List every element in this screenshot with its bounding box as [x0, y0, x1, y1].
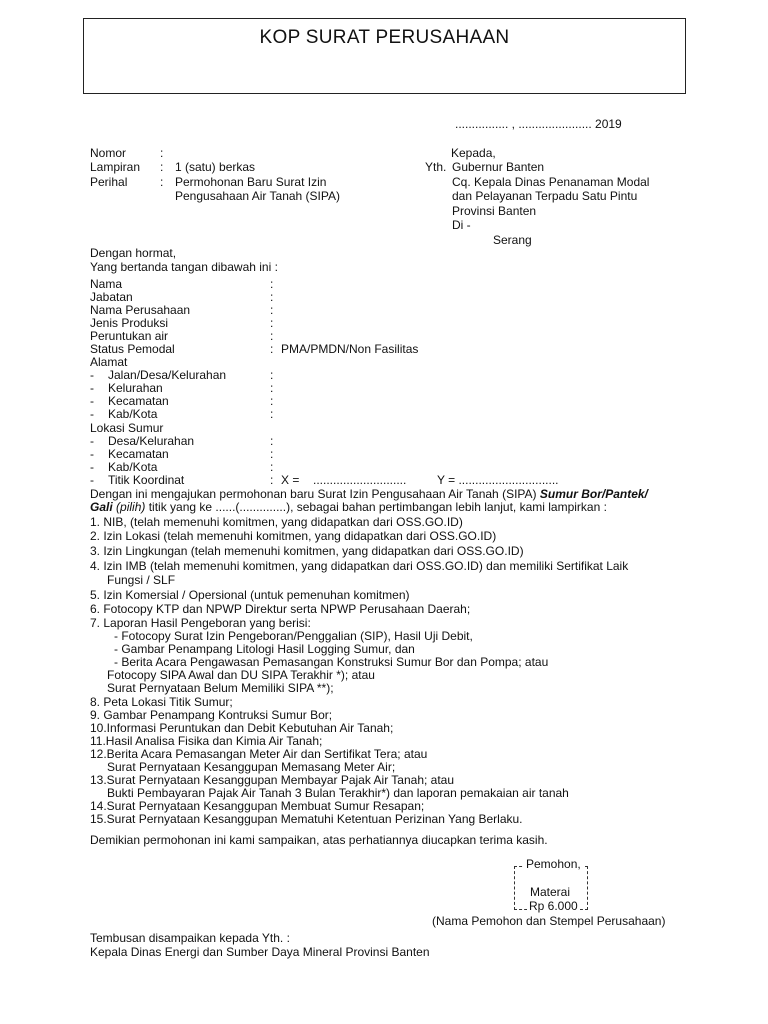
perihal-label: Perihal — [90, 175, 128, 189]
request-line-2-option: Gali — [90, 500, 113, 514]
field-colon: : — [270, 447, 274, 461]
attachment-subitem: - Gambar Penampang Litologi Hasil Logging Sumur, dan — [114, 642, 415, 656]
field-jabatan: Jabatan — [90, 290, 133, 304]
recipient-kepada: Kepada, — [451, 146, 496, 160]
recipient-line-2: Cq. Kepala Dinas Penanaman Modal — [452, 175, 650, 189]
field-kecamatan: Kecamatan — [108, 394, 169, 408]
field-peruntukan-air: Peruntukan air — [90, 329, 169, 343]
greeting: Dengan hormat, — [90, 246, 177, 260]
cc-line-1: Kepala Dinas Energi dan Sumber Daya Mineral Provinsi Banten — [90, 945, 430, 959]
attachment-item: 14.Surat Pernyataan Kesanggupan Membuat Sumur Resapan; — [90, 799, 425, 813]
field-lokasi-sumur: Lokasi Sumur — [90, 421, 164, 435]
bullet-dash: - — [90, 447, 94, 461]
bullet-dash: - — [90, 368, 94, 382]
bullet-dash: - — [90, 407, 94, 421]
perihal-colon: : — [160, 175, 164, 189]
field-colon: : — [270, 342, 274, 356]
attachment-item: 10.Informasi Peruntukan dan Debit Kebutuhan Air Tanah; — [90, 721, 394, 735]
field-status-pemodal-value: PMA/PMDN/Non Fasilitas — [281, 342, 419, 356]
date-line: ................ , ...................... 2019 — [455, 117, 622, 131]
field-colon: : — [270, 277, 274, 291]
attachment-item-continuation: Fungsi / SLF — [107, 573, 176, 587]
bullet-dash: - — [90, 473, 94, 487]
field-colon: : — [270, 381, 274, 395]
materai-nominal: Rp 6.000 — [529, 899, 578, 913]
recipient-yth: Yth. — [425, 160, 447, 174]
attachment-item: 9. Gambar Penampang Kontruksi Sumur Bor; — [90, 708, 333, 722]
attachment-item: 15.Surat Pernyataan Kesanggupan Mematuhi Ketentuan Perizinan Yang Berlaku. — [90, 812, 523, 826]
bullet-dash: - — [90, 394, 94, 408]
field-colon: : — [270, 407, 274, 421]
coord-x-value: ............................ — [313, 473, 407, 487]
attachment-subitem: - Fotocopy Surat Izin Pengeboran/Penggalian (SIP), Hasil Uji Debit, — [114, 629, 473, 643]
perihal-value-2: Pengusahaan Air Tanah (SIPA) — [175, 189, 340, 203]
signature-caption: (Nama Pemohon dan Stempel Perusahaan) — [432, 914, 666, 928]
field-colon: : — [270, 316, 274, 330]
attachment-item: 1. NIB, (telah memenuhi komitmen, yang didapatkan dari OSS.GO.ID) — [90, 515, 463, 529]
field-alamat: Alamat — [90, 355, 128, 369]
field-jalan: Jalan/Desa/Kelurahan — [108, 368, 227, 382]
attachment-item-continuation: Surat Pernyataan Belum Memiliki SIPA **); — [107, 681, 334, 695]
closing-text: Demikian permohonan ini kami sampaikan, atas perhatiannya diucapkan terima kasih. — [90, 833, 548, 847]
request-line-1-text: Dengan ini mengajukan permohonan baru Surat Izin Pengusahaan Air Tanah (SIPA) — [90, 487, 537, 501]
coord-y: Y = .............................. — [437, 473, 559, 487]
attachment-item: 6. Fotocopy KTP dan NPWP Direktur serta NPWP Perusahaan Daerah; — [90, 602, 471, 616]
bullet-dash: - — [90, 460, 94, 474]
lampiran-label: Lampiran — [90, 160, 141, 174]
attachment-item: 8. Peta Lokasi Titik Sumur; — [90, 695, 233, 709]
recipient-line-6: Serang — [493, 233, 532, 247]
recipient-line-5: Di - — [452, 218, 471, 232]
bullet-dash: - — [90, 381, 94, 395]
perihal-value-1: Permohonan Baru Surat Izin — [175, 175, 327, 189]
coord-x-label: X = — [281, 473, 300, 487]
attachment-item-continuation: Fotocopy SIPA Awal dan DU SIPA Terakhir *); atau — [107, 668, 375, 682]
attachment-item: 7. Laporan Hasil Pengeboran yang berisi: — [90, 616, 311, 630]
field-kelurahan: Kelurahan — [108, 381, 163, 395]
field-colon: : — [270, 460, 274, 474]
signature-pemohon: Pemohon, — [526, 857, 581, 871]
field-titik-koordinat: Titik Koordinat — [108, 473, 185, 487]
field-desa-kelurahan: Desa/Kelurahan — [108, 434, 195, 448]
request-line-1-options: Sumur Bor/Pantek/ — [539, 487, 648, 501]
field-colon: : — [270, 368, 274, 382]
field-kecamatan-2: Kecamatan — [108, 447, 169, 461]
request-line-2-note: (pilih) — [116, 500, 146, 514]
field-nama-perusahaan: Nama Perusahaan — [90, 303, 191, 317]
nomor-label: Nomor — [90, 146, 127, 160]
field-colon: : — [270, 473, 274, 487]
request-line-2 — [90, 501, 607, 514]
request-line-2-text: titik yang ke ......(..............), sebagai bahan pertimbangan lebih lanjut, kami lampirkan : — [148, 500, 607, 514]
nomor-colon: : — [160, 146, 164, 160]
attachment-item: 2. Izin Lokasi (telah memenuhi komitmen, yang didapatkan dari OSS.GO.ID) — [90, 529, 497, 543]
field-colon: : — [270, 329, 274, 343]
field-kab-kota-2: Kab/Kota — [108, 460, 158, 474]
lampiran-value: 1 (satu) berkas — [175, 160, 256, 174]
field-kab-kota: Kab/Kota — [108, 407, 158, 421]
field-jenis-produksi: Jenis Produksi — [90, 316, 169, 330]
materai-label: Materai — [530, 885, 571, 899]
recipient-line-4: Provinsi Banten — [452, 204, 537, 218]
attachment-item-continuation: Surat Pernyataan Kesanggupan Memasang Meter Air; — [107, 760, 396, 774]
field-nama: Nama — [90, 277, 123, 291]
field-colon: : — [270, 434, 274, 448]
field-colon: : — [270, 290, 274, 304]
recipient-line-1: Gubernur Banten — [452, 160, 545, 174]
attachment-item: 4. Izin IMB (telah memenuhi komitmen, yang didapatkan dari OSS.GO.ID) dan memiliki Sertifikat Laik — [90, 559, 629, 573]
lampiran-colon: : — [160, 160, 164, 174]
attachment-item: 12.Berita Acara Pemasangan Meter Air dan Sertifikat Tera; atau — [90, 747, 428, 761]
letterhead-box — [83, 18, 686, 94]
attachment-item: 5. Izin Komersial / Opersional (untuk pemenuhan komitmen) — [90, 588, 410, 602]
letterhead-title: KOP SURAT PERUSAHAAN — [259, 27, 510, 48]
attachment-item-continuation: Bukti Pembayaran Pajak Air Tanah 3 Bulan Terakhir*) dan laporan pemakaian air tanah — [107, 786, 569, 800]
bullet-dash: - — [90, 434, 94, 448]
intro-text: Yang bertanda tangan dibawah ini : — [90, 260, 278, 274]
attachment-item: 11.Hasil Analisa Fisika dan Kimia Air Tanah; — [90, 734, 323, 748]
field-colon: : — [270, 303, 274, 317]
attachment-item: 13.Surat Pernyataan Kesanggupan Membayar Pajak Air Tanah; atau — [90, 773, 455, 787]
field-colon: : — [270, 394, 274, 408]
field-status-pemodal: Status Pemodal — [90, 342, 175, 356]
recipient-line-3: dan Pelayanan Terpadu Satu Pintu — [452, 189, 638, 203]
attachment-item: 3. Izin Lingkungan (telah memenuhi komitmen, yang didapatkan dari OSS.GO.ID) — [90, 544, 524, 558]
attachment-subitem: - Berita Acara Pengawasan Pemasangan Konstruksi Sumur Bor dan Pompa; atau — [114, 655, 549, 669]
cc-label: Tembusan disampaikan kepada Yth. : — [90, 931, 290, 945]
